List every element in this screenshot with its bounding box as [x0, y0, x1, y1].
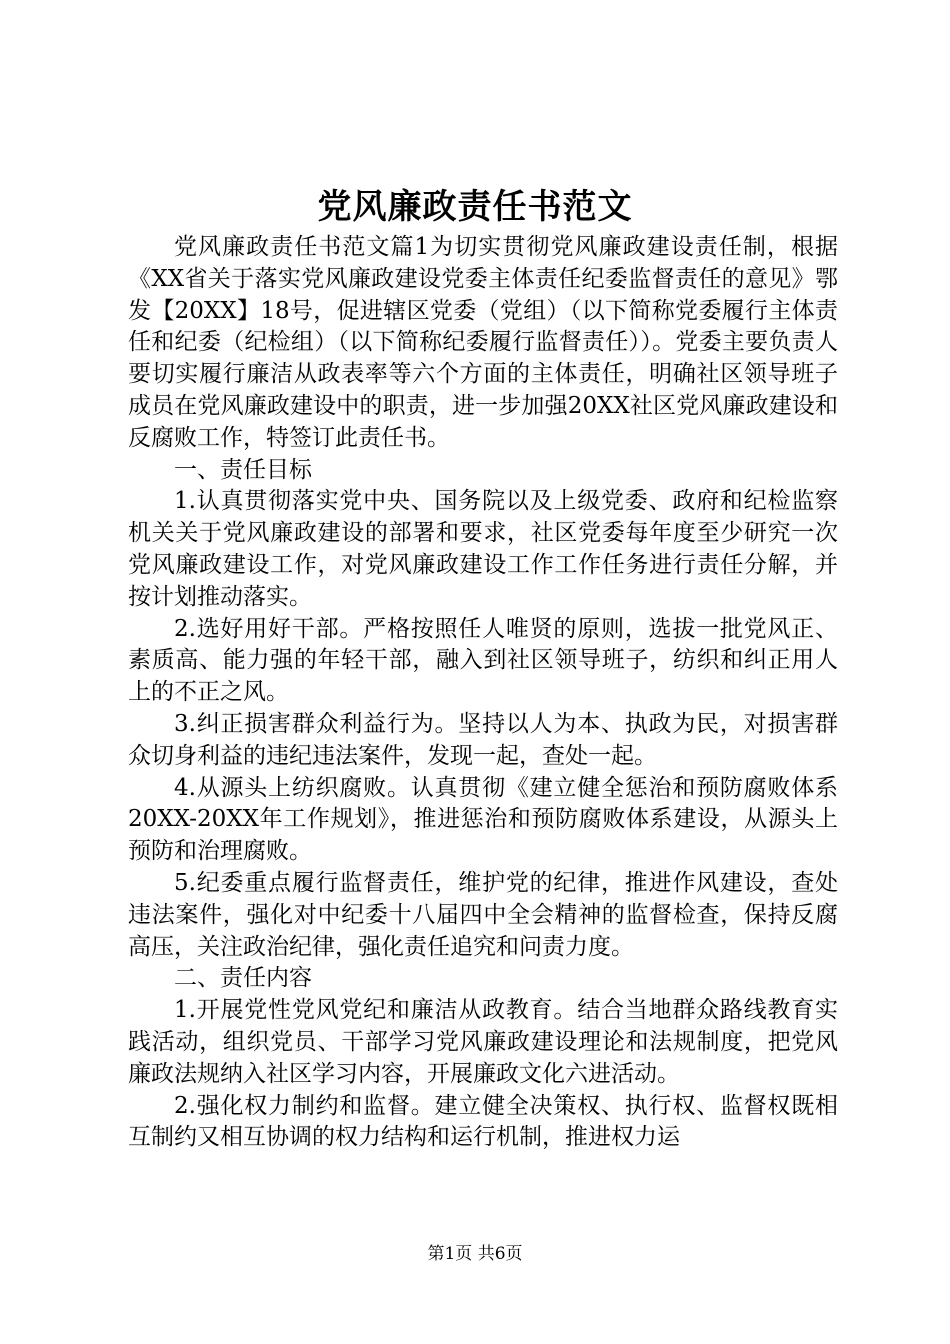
- paragraph: 3.纠正损害群众利益行为。坚持以人为本、执政为民，对损害群众切身利益的违纪违法案件，发现一起，查处一起。: [128, 710, 838, 769]
- page-number-footer: 第1页 共6页: [427, 1244, 523, 1264]
- paragraph: 党风廉政责任书范文篇1为切实贯彻党风廉政建设责任制，根据《XX省关于落实党风廉政建设党委主体责任纪委监督责任的意见》鄂发【20XX】18号，促进辖区党委（党组）（以下简称党委履行主体责任和纪委（纪检组）（以下简称纪委履行监督责任））。党委主要负责人要切实履行廉洁从政表率等六个方面的主体责任，明确社区领导班子成员在党风廉政建设中的职责，进一步加强20XX社区党风廉政建设和反腐败工作，特签订此责任书。: [128, 234, 838, 451]
- paragraph: 1.认真贯彻落实党中央、国务院以及上级党委、政府和纪检监察机关关于党风廉政建设的部署和要求，社区党委每年度至少研究一次党风廉政建设工作，对党风廉政建设工作工作任务进行责任分解，并按计划推动落实。: [128, 488, 838, 610]
- paragraph: 2.强化权力制约和监督。建立健全决策权、执行权、监督权既相互制约又相互协调的权力结构和运行机制，推进权力运: [128, 1092, 838, 1151]
- document-title: 党风廉政责任书范文: [317, 187, 633, 227]
- paragraph: 2.选好用好干部。严格按照任人唯贤的原则，选拔一批党风正、素质高、能力强的年轻干部，融入到社区领导班子，纺织和纠正用人上的不正之风。: [128, 615, 838, 706]
- paragraph: 4.从源头上纺织腐败。认真贯彻《建立健全惩治和预防腐败体系20XX-20XX年工作规划》，推进惩治和预防腐败体系建设，从源头上预防和治理腐败。: [128, 774, 838, 865]
- section-heading: 一、责任目标: [174, 456, 312, 483]
- document-body: [128, 232, 838, 1154]
- paragraph: 5.纪委重点履行监督责任，维护党的纪律，推进作风建设，查处违法案件，强化对中纪委十八届四中全会精神的监督检查，保持反腐高压，关注政治纪律，强化责任追究和问责力度。: [128, 869, 838, 960]
- paragraph: 1.开展党性党风党纪和廉洁从政教育。结合当地群众路线教育实践活动，组织党员、干部学习党风廉政建设理论和法规制度，把党风廉政法规纳入社区学习内容，开展廉政文化六进活动。: [128, 997, 838, 1087]
- section-heading: 二、责任内容: [174, 965, 312, 992]
